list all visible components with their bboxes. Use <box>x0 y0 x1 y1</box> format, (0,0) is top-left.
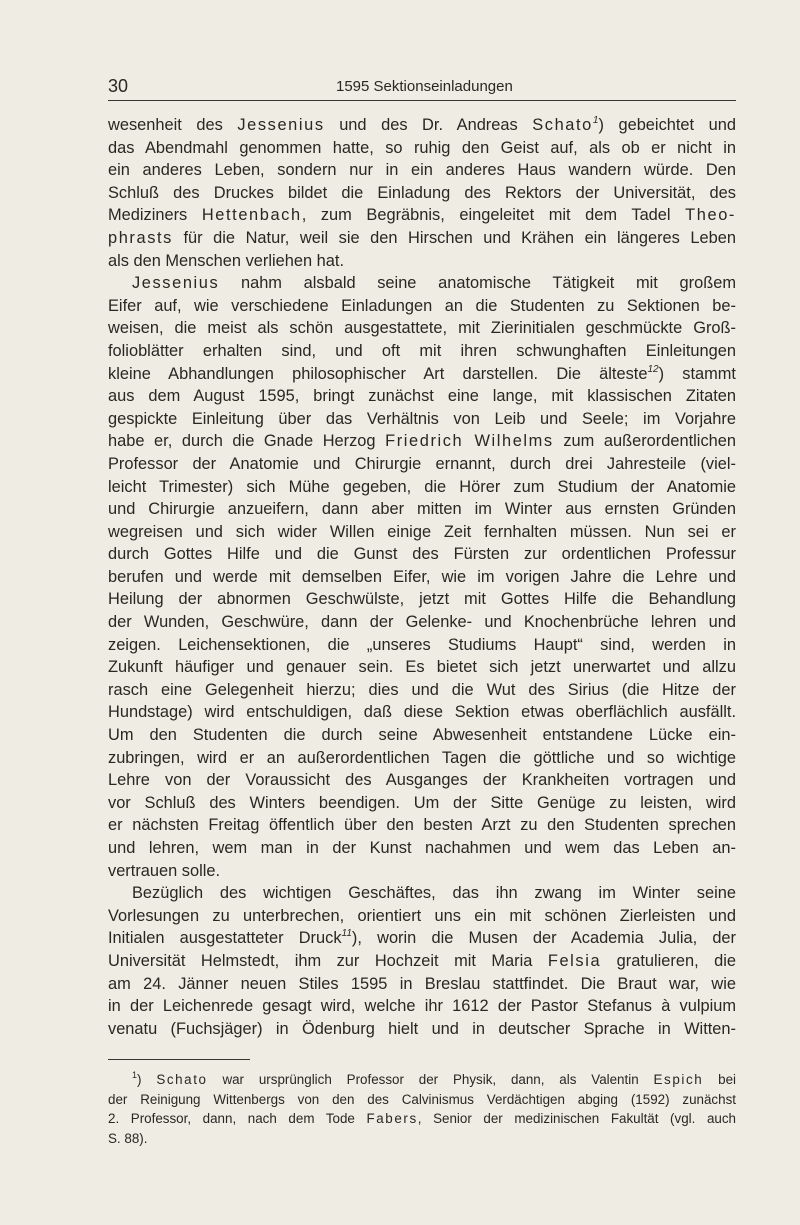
text-line: Eifer auf, wie verschiedene Einladungen an die Studenten zu Sektionen be- <box>108 296 736 315</box>
footnote-divider <box>108 1059 250 1060</box>
page-header <box>108 74 736 101</box>
text-line: ein anderes Leben, sondern nur in ein anderes Haus wandern würde. Den <box>108 161 736 180</box>
text-line: gespickte Einleitung über das Verhältnis von Leib und Seele; im Vorjahre <box>108 409 736 428</box>
text-line: Initialen ausgestatteter Druck$^{11}$), worin die Musen der Academia Julia, der <box>108 928 737 948</box>
text-line: Universität Helmstedt, ihm zur Hochzeit mit Maria Felsia gratulieren, die <box>108 951 737 970</box>
footnote-ref: 12 <box>647 363 659 375</box>
footnote-line: $^1$) Schato war ursprünglich Professor der Physik, dann, als Valentin Espich bei <box>132 1070 737 1087</box>
footnote-line: der Reinigung Wittenbergs von den des Calvinismus Verdächtigen abging (1592) zunächst <box>108 1091 736 1107</box>
text-line: Bezüglich des wichtigen Geschäftes, das ihn zwang im Winter seine <box>132 884 736 903</box>
text-line: Schluß des Druckes bildet die Einladung des Rektors der Universität, des <box>108 183 736 202</box>
text-line: aus dem August 1595, bringt zunächst eine lange, mit klassischen Zitaten <box>108 387 736 406</box>
footnote-marker: 1 <box>132 1070 138 1080</box>
text-line: Hundstage) wird entschuldigen, daß diese Sektion etwas oberflächlich ausfällt. <box>108 703 736 722</box>
text-line: leicht Trimester) sich Mühe gegeben, die Hörer zum Studium der Anatomie <box>108 477 736 496</box>
text-line: wegreisen und sich wider Willen einige Zeit fernhalten müssen. Nun sei er <box>108 522 736 541</box>
text-line: folioblätter erhalten sind, und oft mit ihren schwunghaften Einleitungen <box>108 341 736 360</box>
text-line: in der Leichenrede gesagt wird, welche ihr 1612 der Pastor Stefanus à vulpium <box>108 997 736 1016</box>
text-line: am 24. Jänner neuen Stiles 1595 in Breslau stattfindet. Die Braut war, wie <box>108 974 736 993</box>
text-line: Lehre von der Voraussicht des Ausganges der Krankheiten vortragen und <box>108 771 736 790</box>
text-line: vor Schluß des Winters beendigen. Um der Sitte Genüge zu leisten, wird <box>108 793 736 812</box>
text-line: und lehren, wem man in der Kunst nachahmen und wem das Leben an- <box>108 839 736 857</box>
footnote-line: S. 88). <box>108 1130 148 1146</box>
text-line: zubringen, wird er an außerordentlichen Tagen die göttliche und so wichtige <box>108 748 736 767</box>
page-number: 30 <box>108 76 129 96</box>
text-line: und Chirurgie anzueifern, dann aber mitten im Winter aus ernsten Gründen <box>108 500 736 519</box>
text-line: zeigen. Leichensektionen, die „unseres Studiums Haupt“ sind, werden in <box>108 635 736 654</box>
body-text <box>108 114 736 1040</box>
text-line: Um den Studenten die durch seine Abwesenheit entstandene Lücke ein- <box>108 726 736 745</box>
text-line: durch Gottes Hilfe und die Gunst des Fürsten zur ordentlichen Professur <box>108 545 736 564</box>
text-line: kleine Abhandlungen philosophischer Art darstellen. Die älteste$^{12}$) stammt <box>108 363 736 383</box>
text-line: der Wunden, Geschwüre, dann der Gelenke- und Knochenbrüche lehren und <box>108 613 736 632</box>
text-line: weisen, die meist als schön ausgestattete, mit Zierinitialen geschmückte Groß- <box>108 319 736 338</box>
text-line: Zukunft häufiger und genauer sein. Es bietet sich jetzt unerwartet und allzu <box>108 658 736 677</box>
text-line: Professor der Anatomie und Chirurgie ernannt, durch drei Jahresteile (viel- <box>108 454 736 473</box>
text-line: Vorlesungen zu unterbrechen, orientiert uns ein mit schönen Zierleisten und <box>108 906 736 925</box>
text-line: Mediziners Hettenbach, zum Begräbnis, eingeleitet mit dem Tadel Theo- <box>108 206 736 225</box>
text-line: er nächsten Freitag öffentlich über den besten Arzt zu den Studenten sprechen <box>108 816 736 835</box>
footnote <box>108 1070 736 1148</box>
text-line: wesenheit des Jessenius und des Dr. Andreas Schato$^1$) gebeichtet und <box>108 115 736 134</box>
text-line: vertrauen solle. <box>108 861 221 880</box>
text-line: Jessenius nahm alsbald seine anatomische Tätigkeit mit großem <box>132 274 736 293</box>
text-line: phrasts für die Natur, weil sie den Hirschen und Krähen ein längeres Leben <box>108 228 736 247</box>
text-line: berufen und werde mit demselben Eifer, wie im vorigen Jahre die Lehre und <box>108 567 736 586</box>
text-line: habe er, durch die Gnade Herzog Friedrich Wilhelms zum außerordentlichen <box>108 432 736 451</box>
footnote-ref: 1 <box>592 115 599 126</box>
footnote-ref: 11 <box>341 928 352 940</box>
text-line: das Abendmahl genommen hatte, so ruhig den Geist auf, als ob er nicht in <box>108 138 736 157</box>
text-line: rasch eine Gelegenheit hierzu; dies und die Wut des Sirius (die Hitze der <box>108 680 736 699</box>
footnote-line: 2. Professor, dann, nach dem Tode Fabers, Senior der medizinischen Fakultät (vgl. auch <box>108 1111 736 1126</box>
text-line: als den Menschen verliehen hat. <box>108 251 344 270</box>
text-line: Heilung der abnormen Geschwülste, jetzt mit Gottes Hilfe die Behandlung <box>108 590 736 609</box>
running-title: 1595 Sektionseinladungen <box>336 78 513 95</box>
text-line: venatu (Fuchsjäger) in Ödenburg hielt und in deutscher Sprache in Witten- <box>108 1019 736 1038</box>
